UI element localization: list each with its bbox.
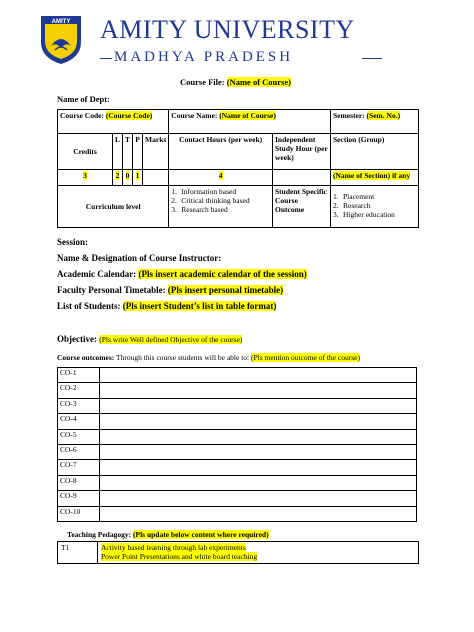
co-label: CO-5	[58, 429, 100, 444]
timetable-line	[57, 284, 283, 296]
pedagogy-table	[57, 541, 419, 564]
university-logo	[38, 14, 84, 66]
course-code-cell	[58, 110, 169, 134]
course-outcomes-table	[57, 367, 417, 522]
l-value: 2	[113, 170, 123, 186]
outcome-list	[333, 192, 416, 219]
co-cell	[100, 506, 417, 521]
list-item: 2. Research	[333, 201, 371, 210]
logo-text: AMITY	[51, 19, 71, 25]
co-label: CO-3	[58, 398, 100, 413]
dept-label: Name of Dept:	[57, 94, 110, 104]
course-file-value: (Name of Course)	[226, 77, 291, 87]
calendar-line	[57, 268, 307, 280]
co-label: CO-6	[58, 444, 100, 459]
curriculum-list-cell	[169, 186, 273, 228]
divider-right	[362, 58, 382, 59]
co-cell	[100, 460, 417, 475]
students-value: (Pls insert Student’s list in table format)	[122, 301, 277, 311]
independent-study-header: Independent Study Hour (per week)	[273, 134, 331, 170]
outcome-label: Student Specific Course Outcome	[273, 186, 331, 228]
table-row	[58, 429, 417, 444]
co-cell	[100, 414, 417, 429]
co-label: CO-8	[58, 475, 100, 490]
co-cell	[100, 444, 417, 459]
curriculum-level-label: Curriculum level	[58, 186, 169, 228]
pedagogy-row-label: T1	[58, 542, 98, 564]
table-row	[58, 444, 417, 459]
table-row	[58, 398, 417, 413]
pedagogy-line	[67, 529, 269, 540]
t-value: 0	[123, 170, 133, 186]
semester-cell	[331, 110, 419, 134]
students-line	[57, 300, 276, 312]
co-cell	[100, 398, 417, 413]
co-label: CO-10	[58, 506, 100, 521]
co-label: CO-2	[58, 383, 100, 398]
t-header: T	[123, 134, 133, 170]
co-cell	[100, 475, 417, 490]
outcomes-line	[57, 352, 360, 363]
objective-line	[57, 334, 242, 345]
co-label: CO-9	[58, 491, 100, 506]
table-row	[58, 491, 417, 506]
table-row	[58, 368, 417, 383]
p-header: P	[133, 134, 143, 170]
timetable-value: (Pls insert personal timetable)	[167, 285, 284, 295]
table-row	[58, 383, 417, 398]
section-value: (Name of Section) if any	[331, 170, 419, 186]
students-label: List of Students:	[57, 301, 121, 311]
table-row	[58, 414, 417, 429]
pedagogy-value: (Pls update below content where required)	[132, 530, 269, 539]
objective-label: Objective:	[57, 334, 97, 344]
semester-value: (Sem. No.)	[366, 111, 401, 120]
pedagogy-content	[98, 542, 419, 564]
table-row	[58, 475, 417, 490]
list-item: 3. Higher education	[333, 210, 395, 219]
semester-label: Semester:	[333, 111, 365, 120]
co-label: CO-7	[58, 460, 100, 475]
list-item: 1. Placement	[333, 192, 375, 201]
co-cell	[100, 383, 417, 398]
course-code-value: (Course Code)	[105, 111, 153, 120]
marks-value	[143, 170, 169, 186]
co-cell	[100, 429, 417, 444]
co-cell	[100, 368, 417, 383]
co-label: CO-1	[58, 368, 100, 383]
credits-header: Credits	[58, 134, 113, 170]
list-item: 1. Information based	[171, 187, 237, 196]
l-header: L	[113, 134, 123, 170]
course-name-value: (Name of Course)	[219, 111, 276, 120]
university-name: AMITY UNIVERSITY	[100, 15, 355, 44]
divider-left	[100, 58, 112, 59]
independent-study-value	[273, 170, 331, 186]
timetable-label: Faculty Personal Timetable:	[57, 285, 166, 295]
session-label: Session:	[57, 237, 89, 247]
calendar-value: (Pls insert academic calendar of the session)	[138, 269, 307, 279]
p-value: 1	[133, 170, 143, 186]
curriculum-list	[171, 187, 270, 214]
course-file-label: Course File:	[180, 77, 225, 87]
table-row	[58, 542, 419, 564]
objective-value: (Pls write Well defined Objective of the course)	[99, 335, 243, 344]
pedagogy-label: Teaching Pedagogy:	[67, 530, 132, 539]
section-header: Section (Group)	[331, 134, 419, 170]
table-row	[58, 460, 417, 475]
course-name-cell	[169, 110, 331, 134]
contact-hours-header: Contact Hours (per week)	[169, 134, 273, 170]
outcomes-text: Through this course students will be able to:	[116, 353, 250, 362]
table-row	[58, 506, 417, 521]
credits-value: 3	[58, 170, 113, 186]
instructor-label: Name & Designation of Course Instructor:	[57, 253, 222, 263]
pedagogy-line-2: Power Point Presentations and white board teaching	[101, 552, 258, 561]
outcome-list-cell	[331, 186, 419, 228]
course-file-line	[180, 77, 291, 88]
marks-header: Marks	[143, 134, 169, 170]
calendar-label: Academic Calendar:	[57, 269, 137, 279]
list-item: 3. Research based	[171, 205, 228, 214]
contact-hours-value: 4	[169, 170, 273, 186]
outcomes-value: (Pls mention outcome of the course)	[251, 353, 360, 362]
list-item: 2. Critical thinking based	[171, 196, 250, 205]
outcomes-label: Course outcomes:	[57, 353, 115, 362]
co-cell	[100, 491, 417, 506]
co-label: CO-4	[58, 414, 100, 429]
pedagogy-line-1: Activity based learning through lab experiments	[101, 543, 246, 552]
course-info-table	[57, 109, 419, 228]
course-code-label: Course Code:	[60, 111, 104, 120]
course-name-label: Course Name:	[171, 111, 218, 120]
campus-name: MADHYA PRADESH	[114, 49, 294, 65]
